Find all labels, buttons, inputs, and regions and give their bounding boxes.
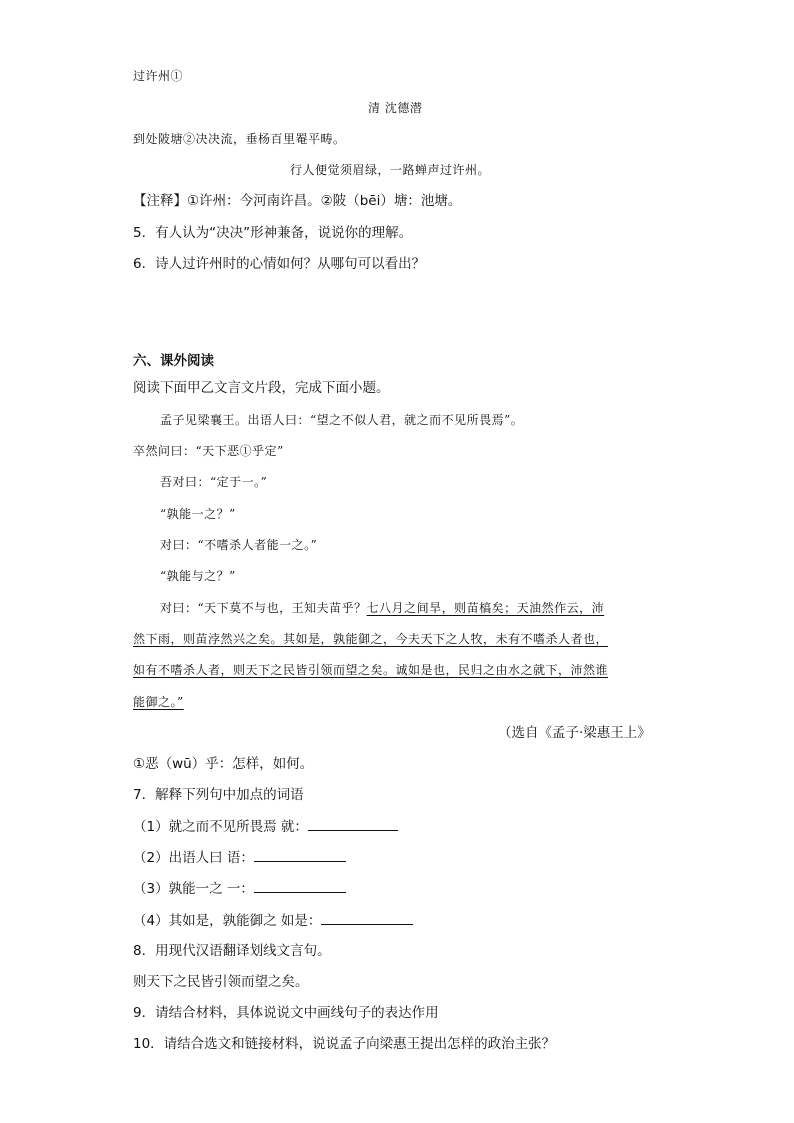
question-7-item-2: （2）出语人曰 语： (133, 847, 346, 868)
question-8-title: 8．用现代汉语翻译划线文言句。 (133, 943, 331, 959)
poem-title: 过许州① (133, 69, 184, 83)
answer-blank-2[interactable] (254, 847, 346, 862)
question-7-item-4: （4）其如是，孰能御之 如是： (133, 910, 413, 931)
section-heading: 六、课外阅读 (133, 353, 214, 369)
poem-author: 清 沈德潜 (368, 101, 423, 115)
passage-line-6: “孰能与之？” (160, 569, 236, 583)
passage-line-3: 吾对曰：“定于一。” (160, 475, 268, 489)
question-7-title: 7．解释下列句中加点的词语 (133, 787, 304, 803)
passage-source: （选自《孟子·梁惠王上》 (498, 725, 651, 741)
answer-blank-1[interactable] (308, 816, 398, 831)
question-7-item-3: （3）孰能一之 一： (133, 878, 346, 899)
underlined-sentence-a: 七八月之间旱，则苗槁矣；天油然作云，沛 (366, 601, 605, 615)
passage-line-9: 如有不嗜杀人者，则天下之民皆引领而望之矣。诚如是也，民归之由水之就下，沛然谁 (133, 663, 609, 677)
passage-line-1: 孟子见梁襄王。出语人曰：“望之不似人君，就之而不见所畏焉”。 (160, 413, 524, 427)
answer-blank-3[interactable] (254, 878, 346, 893)
question-7-item-1: （1）就之而不见所畏焉 就： (133, 816, 398, 837)
passage-line-7 (160, 598, 604, 618)
question-5: 5．有人认为“决决”形神兼备，说说你的理解。 (133, 225, 413, 241)
passage-line-4: “孰能一之？” (160, 507, 236, 521)
question-9: 9．请结合材料，具体说说文中画线句子的表达作用 (133, 1005, 439, 1021)
underlined-sentence-c: 其如是，孰能御之，今夫天下之人牧，未有不嗜杀人者也， (283, 632, 609, 646)
question-10: 10．请结合选文和链接材料，说说孟子向梁惠王提出怎样的政治主张？ (133, 1036, 556, 1052)
underlined-sentence-b: 然下雨，则苗浡然兴之矣。 (133, 632, 284, 646)
passage-line-2: 卒然问曰：“天下恶①乎定” (133, 444, 284, 458)
passage-line-7a: 对曰：“天下莫不与也，王知夫苗乎？ (160, 601, 367, 615)
answer-blank-4[interactable] (321, 910, 413, 925)
passage-footnote: ①恶（wū）乎：怎样，如何。 (133, 756, 314, 772)
question-8-sentence: 则天下之民皆引领而望之矣。 (133, 974, 309, 990)
section-intro: 阅读下面甲乙文言文片段，完成下面小题。 (133, 380, 390, 396)
poem-line-1: 到处陂塘②决决流，垂杨百里罨平畴。 (133, 132, 346, 146)
poem-note: 【注释】①许州：今河南许昌。②陂（bēi）塘：池塘。 (133, 193, 462, 209)
poem-line-2: 行人便觉须眉绿，一路蝉声过许州。 (290, 163, 491, 177)
passage-line-10: 能御之。” (133, 695, 184, 709)
passage-line-5: 对曰：“不嗜杀人者能一之。” (160, 538, 318, 552)
passage-line-8 (133, 629, 608, 649)
question-6: 6．诗人过许州时的心情如何？从哪句可以看出？ (133, 256, 426, 272)
